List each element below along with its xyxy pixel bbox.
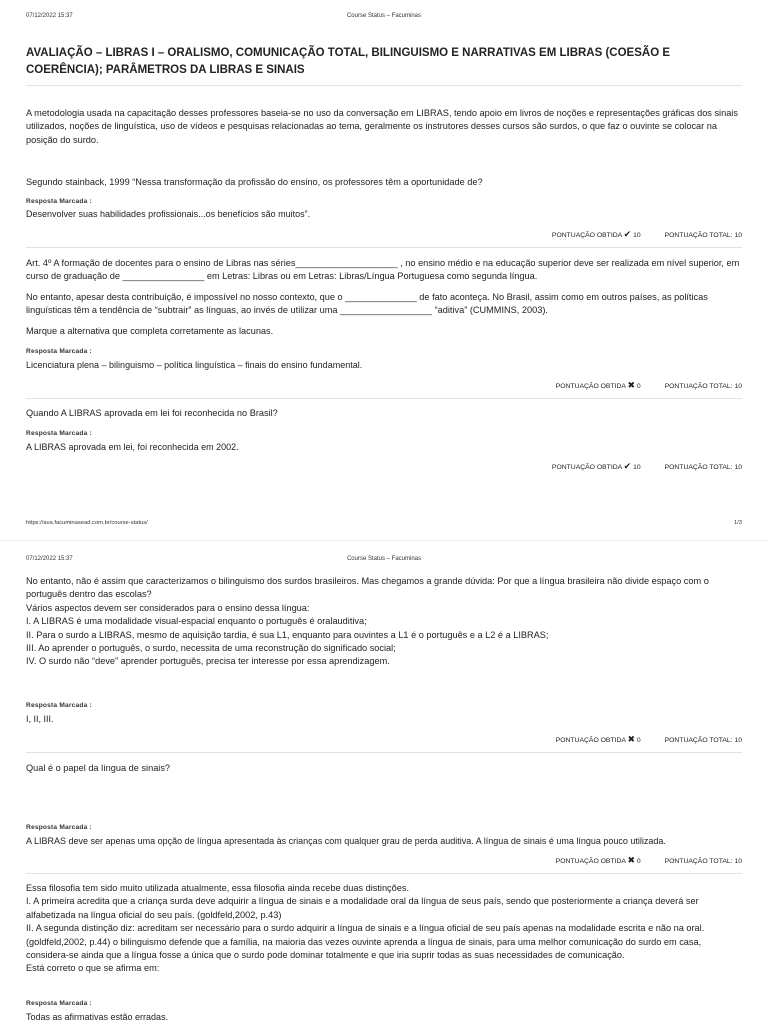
answer-label: Resposta Marcada : xyxy=(26,198,92,205)
divider xyxy=(26,85,742,86)
question-3: Quando A LIBRAS aprovada em lei foi reconhecida no Brasil? xyxy=(26,408,278,418)
divider xyxy=(26,398,742,399)
question-4: No entanto, não é assim que caracterizamos o bilinguismo dos surdos brasileiros. Mas chegamos a grande dúvida: Por que a língua brasileira não divide espaço com o português dentro das escolas? Vários aspectos devem ser considerados para o ensino dessa língua: I. A LIBRAS é uma modalidade visual-espacial enquanto o português é oralauditiva; II. Para o surdo a LIBRAS, mesmo de aquisição tardia, é sua L1, enquanto para ouvintes a L1 é o português e a L2 é a LIBRAS; III. Ao aprender o português, o surdo, necessita de uma reconstrução do significado social; IV. O surdo não “deve” aprender português, precisa ter interesse por essa aprendizagem. xyxy=(26,576,709,667)
check-icon: ✔ xyxy=(623,461,632,471)
print-site-title: Course Status – Facuminas xyxy=(346,556,422,562)
page-header xyxy=(0,543,768,567)
score-row-1: PONTUAÇÃO OBTIDA ✔ 10 PONTUAÇÃO TOTAL: 10 xyxy=(551,229,742,239)
question-5: Qual é o papel da língua de sinais? xyxy=(26,763,171,773)
answer-3: A LIBRAS aprovada em lei, foi reconhecida em 2002. xyxy=(26,442,239,452)
print-datetime: 07/12/2022 15:37 xyxy=(26,556,73,562)
score-row-4: PONTUAÇÃO OBTIDA ✖ 0 PONTUAÇÃO TOTAL: 10 xyxy=(555,734,742,744)
intro-text: A metodologia usada na capacitação desses professores baseia-se no uso da conversação em LIBRAS, tendo apoio em livros de noções e representações gráficas dos sinais utilizados, noções de linguística, uso de vídeos e pesquisas relacionadas ao tema, geralmente os instrutores desses cursos são surdos, o que faz o ouvinte se colocar na posição do surdo. xyxy=(26,108,738,145)
page-number: 1/3 xyxy=(733,520,742,526)
answer-label: Resposta Marcada : xyxy=(26,348,92,355)
x-icon: ✖ xyxy=(627,734,635,744)
answer-label: Resposta Marcada : xyxy=(26,824,92,831)
page-separator xyxy=(0,540,768,541)
score-row-5: PONTUAÇÃO OBTIDA ✖ 0 PONTUAÇÃO TOTAL: 10 xyxy=(555,855,742,865)
print-datetime: 07/12/2022 15:37 xyxy=(26,13,73,19)
score-row-3: PONTUAÇÃO OBTIDA ✔ 10 PONTUAÇÃO TOTAL: 10 xyxy=(551,461,742,471)
page-header xyxy=(0,0,768,24)
question-6: Essa filosofia tem sido muito utilizada atualmente, essa filosofia ainda recebe duas distinções. I. A primeira acredita que a criança surda deve adquirir a língua de sinais e a modalidade oral da língua de seus país, sendo que posteriormente a criança deverá ser alfabetizada na língua oficial do seu país. (goldfeld,2002, p.43) II. A segunda distinção diz: acreditam ser necessário para o surdo adquirir a língua de sinais e a língua oficial de seu país apenas na modalidade escrita e não na oral. (goldfeld,2002, p.44) o bilinguismo defende que a família, na maioria das vezes ouvinte aprenda a língua de sinais, para uma melhor comunicação do surdo em casa, considera-se ainda que a língua fosse a única que o surdo pode dominar totalmente e que iria suprir todas as suas necessidades de comunicação. Está correto o que se afirma em: xyxy=(26,883,705,974)
answer-label: Resposta Marcada : xyxy=(26,430,92,437)
x-icon: ✖ xyxy=(627,380,635,390)
score-row-2: PONTUAÇÃO OBTIDA ✖ 0 PONTUAÇÃO TOTAL: 10 xyxy=(555,380,742,390)
check-icon: ✔ xyxy=(623,229,632,239)
question-2: Art. 4º A formação de docentes para o ensino de Libras nas séries____________________ , no ensino médio e na educação superior deve ser realizada em nível superior, em curso de graduação de ________________ em Letras: Libras ou em Letras: Libras/Língua Portuguesa como segunda língua. No entanto, apesar desta contribuição, é impossível no nosso contexto, que o ______________ de fato aconteça. No Brasil, assim como em outros países, as políticas linguísticas têm a tendência de “subtrair” as línguas, ao invés de utilizar uma __________________ “aditiva” (CUMMINS, 2003). Marque a alternativa que completa corretamente as lacunas. xyxy=(26,258,740,336)
question-1: Segundo stainback, 1999 “Nessa transformação da profissão do ensino, os professores têm a oportunidade de? xyxy=(26,177,483,187)
answer-label: Resposta Marcada : xyxy=(26,702,92,709)
page-title: AVALIAÇÃO – LIBRAS I – ORALISMO, COMUNICAÇÃO TOTAL, BILINGUISMO E NARRATIVAS EM LIBRAS (COESÃO E COERÊNCIA); PARÂMETROS DA LIBRAS E SINAIS xyxy=(26,47,671,76)
answer-1: Desenvolver suas habilidades profissionais...os benefícios são muitos”. xyxy=(26,209,311,219)
divider xyxy=(26,873,742,874)
answer-5: A LIBRAS deve ser apenas uma opção de língua apresentada às crianças com qualquer grau de perda auditiva. A língua de sinais é uma língua pouco utilizada. xyxy=(26,836,666,846)
answer-label: Resposta Marcada : xyxy=(26,1000,92,1007)
divider xyxy=(26,752,742,753)
print-site-title: Course Status – Facuminas xyxy=(346,13,422,19)
x-icon: ✖ xyxy=(627,855,635,865)
divider xyxy=(26,247,742,248)
answer-4: I, II, III. xyxy=(26,714,54,724)
answer-2: Licenciatura plena – bilinguismo – política linguística – finais do ensino fundamental. xyxy=(26,360,363,370)
answer-6: Todas as afirmativas estão erradas. xyxy=(26,1012,169,1022)
page-footer xyxy=(26,520,742,526)
footer-url: https://ava.facuminasead.com.br/course-status/ xyxy=(26,520,148,526)
